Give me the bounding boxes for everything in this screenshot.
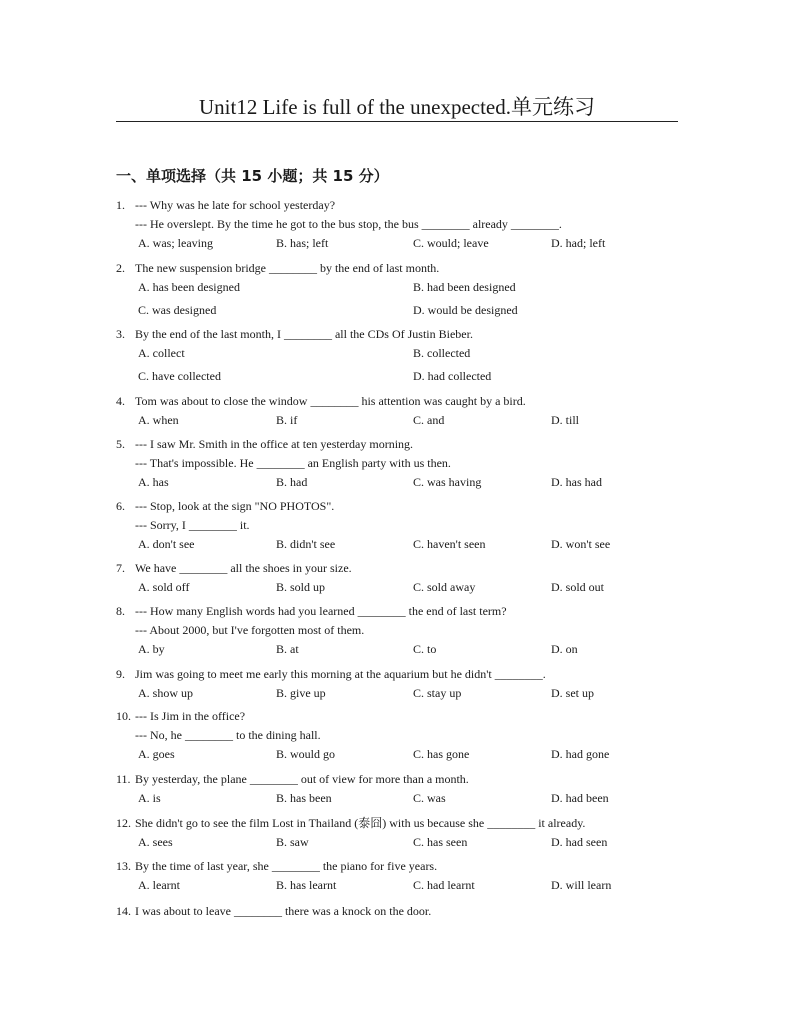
question-text: --- Sorry, I ________ it. <box>135 518 250 532</box>
question-text: Jim was going to meet me early this morning at the aquarium but he didn't ________. <box>135 667 546 681</box>
question-number: 3. <box>116 327 125 341</box>
answer-option[interactable]: D. till <box>551 413 580 427</box>
answer-option[interactable]: D. had collected <box>413 369 492 383</box>
answer-option[interactable]: B. at <box>276 642 299 656</box>
answer-option[interactable]: B. give up <box>276 686 326 700</box>
answer-option[interactable]: A. learnt <box>138 878 180 892</box>
question-number: 11. <box>116 772 131 786</box>
question-text: By yesterday, the plane ________ out of view for more than a month. <box>135 772 469 786</box>
answer-option[interactable]: B. would go <box>276 747 336 761</box>
answer-option[interactable]: D. had gone <box>551 747 610 761</box>
question-text: The new suspension bridge ________ by the end of last month. <box>135 261 440 275</box>
answer-option[interactable]: C. haven't seen <box>413 537 486 551</box>
question-text: I was about to leave ________ there was a knock on the door. <box>135 904 432 918</box>
answer-option[interactable]: D. sold out <box>551 580 605 594</box>
answer-option[interactable]: D. will learn <box>551 878 612 892</box>
question-number: 10. <box>116 709 131 723</box>
answer-option[interactable]: C. sold away <box>413 580 476 594</box>
question-text: --- He overslept. By the time he got to the bus stop, the bus ________ already ________. <box>135 217 562 231</box>
question-text: --- Is Jim in the office? <box>135 709 246 723</box>
answer-option[interactable]: B. didn't see <box>276 537 336 551</box>
question-text: --- That's impossible. He ________ an English party with us then. <box>135 456 451 470</box>
title-underline <box>116 121 678 122</box>
question-number: 5. <box>116 437 125 451</box>
answer-option[interactable]: C. had learnt <box>413 878 475 892</box>
answer-option[interactable]: A. collect <box>138 346 185 360</box>
question-number: 14. <box>116 904 131 918</box>
answer-option[interactable]: A. is <box>138 791 161 805</box>
answer-option[interactable]: A. don't see <box>138 537 195 551</box>
answer-option[interactable]: A. has been designed <box>138 280 240 294</box>
answer-option[interactable]: C. has gone <box>413 747 470 761</box>
answer-option[interactable]: C. has seen <box>413 835 468 849</box>
question-text: --- No, he ________ to the dining hall. <box>135 728 321 742</box>
answer-option[interactable]: D. had seen <box>551 835 608 849</box>
answer-option[interactable]: D. on <box>551 642 578 656</box>
answer-option[interactable]: A. sold off <box>138 580 190 594</box>
question-number: 8. <box>116 604 125 618</box>
question-text: We have ________ all the shoes in your size. <box>135 561 352 575</box>
answer-option[interactable]: C. would; leave <box>413 236 489 250</box>
answer-option[interactable]: C. stay up <box>413 686 462 700</box>
question-number: 6. <box>116 499 125 513</box>
question-number: 12. <box>116 816 131 830</box>
question-text: --- Stop, look at the sign "NO PHOTOS". <box>135 499 335 513</box>
answer-option[interactable]: A. has <box>138 475 169 489</box>
answer-option[interactable]: B. had been designed <box>413 280 516 294</box>
question-number: 1. <box>116 198 125 212</box>
answer-option[interactable]: C. have collected <box>138 369 221 383</box>
question-text: --- About 2000, but I've forgotten most of them. <box>135 623 365 637</box>
question-number: 4. <box>116 394 125 408</box>
answer-option[interactable]: B. sold up <box>276 580 326 594</box>
answer-option[interactable]: D. set up <box>551 686 594 700</box>
answer-option[interactable]: A. was; leaving <box>138 236 213 250</box>
answer-option[interactable]: D. had; left <box>551 236 606 250</box>
question-number: 13. <box>116 859 131 873</box>
question-number: 7. <box>116 561 125 575</box>
answer-option[interactable]: B. collected <box>413 346 471 360</box>
question-text: Tom was about to close the window ________ his attention was caught by a bird. <box>135 394 526 408</box>
answer-option[interactable]: B. had <box>276 475 308 489</box>
page-title: Unit12 Life is full of the unexpected.单元练习 <box>199 95 595 119</box>
section-heading: 一、单项选择（共 15 小题；共 15 分） <box>116 167 389 185</box>
answer-option[interactable]: B. has; left <box>276 236 329 250</box>
question-text: She didn't go to see the film Lost in Thailand (泰囧) with us because she ________ it already. <box>135 816 586 830</box>
answer-option[interactable]: A. goes <box>138 747 175 761</box>
answer-option[interactable]: D. had been <box>551 791 609 805</box>
answer-option[interactable]: B. has learnt <box>276 878 337 892</box>
answer-option[interactable]: C. was designed <box>138 303 217 317</box>
answer-option[interactable]: A. when <box>138 413 179 427</box>
answer-option[interactable]: D. has had <box>551 475 602 489</box>
question-text: By the time of last year, she ________ the piano for five years. <box>135 859 438 873</box>
answer-option[interactable]: D. would be designed <box>413 303 518 317</box>
answer-option[interactable]: C. and <box>413 413 445 427</box>
answer-option[interactable]: B. if <box>276 413 298 427</box>
answer-option[interactable]: A. sees <box>138 835 173 849</box>
answer-option[interactable]: D. won't see <box>551 537 611 551</box>
question-text: --- How many English words had you learned ________ the end of last term? <box>135 604 507 618</box>
question-text: --- Why was he late for school yesterday? <box>135 198 336 212</box>
answer-option[interactable]: B. has been <box>276 791 332 805</box>
answer-option[interactable]: C. was having <box>413 475 482 489</box>
question-number: 9. <box>116 667 125 681</box>
answer-option[interactable]: B. saw <box>276 835 309 849</box>
answer-option[interactable]: C. was <box>413 791 446 805</box>
question-text: --- I saw Mr. Smith in the office at ten yesterday morning. <box>135 437 414 451</box>
question-text: By the end of the last month, I ________ all the CDs Of Justin Bieber. <box>135 327 473 341</box>
question-number: 2. <box>116 261 125 275</box>
answer-option[interactable]: A. show up <box>138 686 194 700</box>
answer-option[interactable]: A. by <box>138 642 165 656</box>
answer-option[interactable]: C. to <box>413 642 437 656</box>
